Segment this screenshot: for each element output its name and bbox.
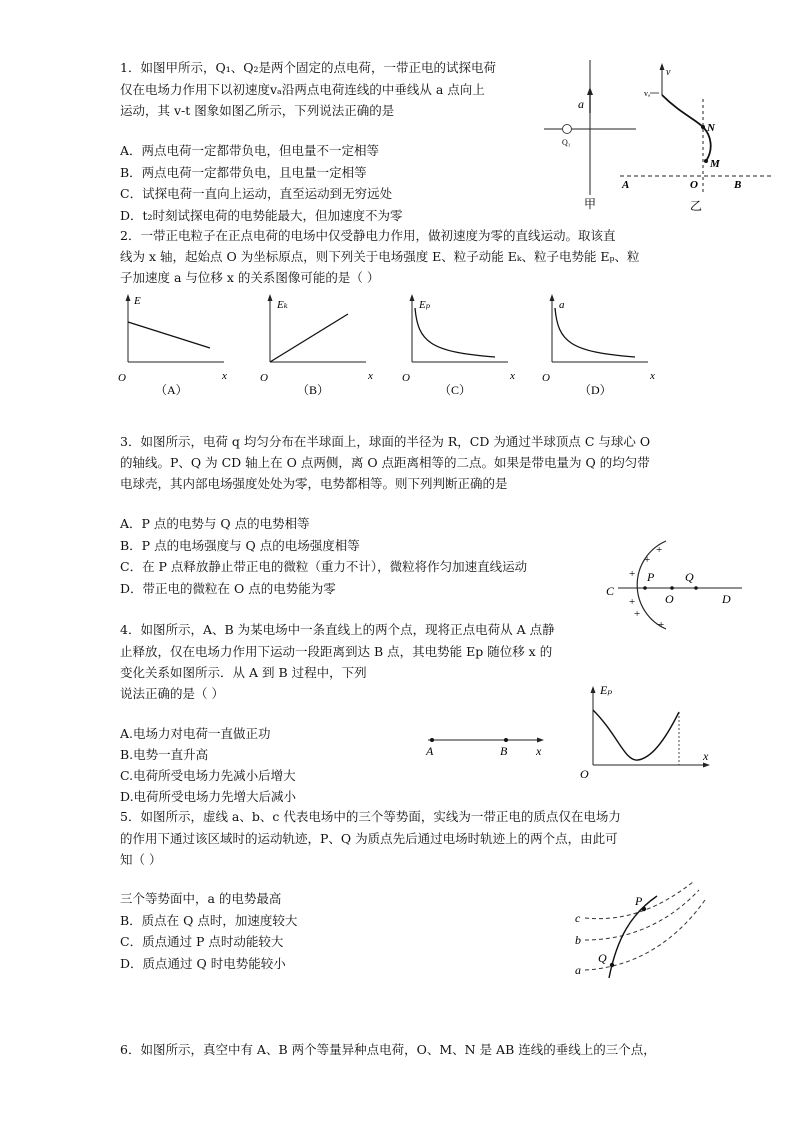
- q1-label-q1: Q₁: [562, 138, 571, 147]
- q2-graph-d-xlabel: x: [650, 370, 655, 382]
- q2-graph-c-ylabel: Eₚ: [419, 299, 431, 311]
- q4-figure: [420, 680, 720, 780]
- q3-plus-4: +: [629, 596, 636, 608]
- q1-stem-line-1: 1．如图甲所示，Q₁、Q₂是两个固定的点电荷，一带正电的试探电荷: [120, 60, 496, 75]
- q2-stem-line-3: 子加速度 a 与位移 x 的关系图像可能的是（ ）: [120, 270, 380, 285]
- q2-graph-d-ylabel: a: [559, 299, 565, 311]
- q4-label-a: A: [426, 744, 434, 758]
- q1-stem-line-2: 仅在电场力作用下以初速度vₐ沿两点电荷连线的中垂线从 a 点向上: [120, 82, 485, 97]
- q1-label-o: O: [690, 179, 698, 191]
- q2-stem-line-1: 2．一带正电粒子在正点电荷的电场中仅受静电力作用，做初速度为零的直线运动。取该直: [120, 228, 616, 243]
- q1-option-a: A．两点电荷一定都带负电，但电量不一定相等: [120, 143, 380, 158]
- q1-point-m: [704, 159, 708, 163]
- q5-label-q: Q: [598, 951, 607, 965]
- q1-option-d: D．t₂时刻试探电荷的电势能最大，但加速度不为零: [120, 208, 403, 223]
- q2-graph-a-curve: [128, 322, 210, 348]
- q2-graph-d-caption: （D）: [579, 383, 612, 397]
- q5-option-d: D．质点通过 Q 时电势能较小: [120, 956, 286, 971]
- q2-graph-a-caption: （A）: [155, 383, 188, 397]
- q3-stem-line-2: 的轴线。P、Q 为 CD 轴上在 O 点两侧，离 O 点距离相等的二点。如果是带电量为 Q 的均匀带: [120, 455, 650, 470]
- q4-option-d: D.电荷所受电场力先增大后减小: [120, 789, 297, 804]
- q1-option-b: B．两点电荷一定都带负电，且电量一定相等: [120, 165, 367, 180]
- q2-graph-c-caption: （C）: [439, 383, 472, 397]
- q5-stem-line-2: 的作用下通过该区域时的运动轨迹，P、Q 为质点先后通过电场时轨迹上的两个点，由此可: [120, 831, 618, 846]
- q4-option-a: A.电场力对电荷一直做正功: [120, 726, 271, 741]
- q1-option-c: C．试探电荷一直向上运动，直至运动到无穷远处: [120, 186, 393, 201]
- q5-point-q: [610, 963, 614, 967]
- q3-point-p: [643, 586, 647, 590]
- q3-option-c: C．在 P 点释放静止带正电的微粒（重力不计），微粒将作匀加速直线运动: [120, 559, 528, 574]
- q2-graph-c-origin: O: [402, 372, 410, 384]
- q1-label-a-point: A: [622, 179, 630, 191]
- q4-ep-y-arrowhead: [591, 686, 596, 693]
- q5-label-b: b: [575, 933, 581, 947]
- q3-figure: [600, 535, 750, 635]
- q2-graph-a-xlabel: x: [222, 370, 227, 382]
- q1-label-a: a: [578, 97, 584, 111]
- q4-stem-line-4: 说法正确的是（ ）: [120, 686, 224, 701]
- q3-label-q: Q: [685, 570, 694, 584]
- q5-figure: [565, 878, 715, 983]
- q3-plus-2: +: [644, 554, 651, 566]
- q2-graph-d-origin: O: [542, 372, 550, 384]
- q1-label-va: vₐ: [644, 89, 651, 98]
- q2-graph-c-xlabel: x: [510, 370, 515, 382]
- q2-graph-a-y-arrowhead: [126, 294, 131, 301]
- q2-stem-line-2: 线为 x 轴，起始点 O 为坐标原点，则下列关于电场强度 E、粒子动能 Eₖ、粒子电势能 Eₚ、粒: [120, 249, 640, 264]
- q4-stem-line-3: 变化关系如图所示．从 A 到 B 过程中，下列: [120, 665, 367, 680]
- q2-graph-a: [118, 294, 227, 397]
- q1-label-v: v: [666, 67, 671, 78]
- q3-point-q: [694, 586, 698, 590]
- q4-ep-curve: [593, 710, 679, 760]
- q2-graph-b: [260, 294, 373, 397]
- q5-option-b: B．质点在 Q 点时，加速度较大: [120, 913, 298, 928]
- q3-option-d: D．带正电的微粒在 O 点的电势能为零: [120, 581, 336, 596]
- q4-stem-line-2: 止释放，仅在电场力作用下运动一段距离到达 B 点，其电势能 Ep 随位移 x 的: [120, 644, 553, 659]
- q4-label-o: O: [580, 767, 589, 780]
- q1-point-n: [701, 125, 705, 129]
- q4-line-arrowhead: [537, 738, 544, 743]
- q3-option-a: A．P 点的电势与 Q 点的电势相等: [120, 516, 310, 531]
- q4-point-a: [430, 738, 434, 742]
- q3-plus-3: +: [629, 568, 636, 580]
- q3-point-o: [670, 586, 674, 590]
- q2-graph-a-ylabel: E: [134, 295, 141, 307]
- q2-graph-b-caption: （B）: [297, 383, 330, 397]
- q1-label-jia: 甲: [584, 197, 597, 211]
- q2-graph-c-curve: [415, 308, 495, 357]
- q2-graph-b-origin: O: [260, 372, 268, 384]
- q5-label-p: P: [635, 894, 643, 908]
- q3-plus-5: +: [634, 608, 641, 620]
- q5-stem-line-1: 5．如图所示，虚线 a、b、c 代表电场中的三个等势面，实线为一带正电的质点仅在电场力: [120, 809, 621, 824]
- q2-graph-d-y-arrowhead: [550, 294, 555, 301]
- q2-graph-c: [402, 294, 515, 397]
- q2-graph-d-curve: [555, 308, 635, 357]
- q4-option-c: C.电荷所受电场力先减小后增大: [120, 768, 296, 783]
- q4-label-b: B: [500, 744, 508, 758]
- q4-option-b: B.电势一直升高: [120, 747, 209, 762]
- q4-stem-line-1: 4．如图所示，A、B 为某电场中一条直线上的两个点，现将正点电荷从 A 点静: [120, 622, 555, 637]
- q2-graph-b-ylabel: Eₖ: [277, 299, 288, 311]
- q4-label-x: x: [536, 744, 542, 758]
- q3-stem-line-3: 电球壳，其内部电场强度处处为零，电势都相等。则下列判断正确的是: [120, 476, 508, 491]
- q2-graph-a-origin: O: [118, 372, 126, 384]
- q1-label-yi: 乙: [690, 199, 703, 213]
- q1-label-b: B: [734, 179, 742, 191]
- q1-figure: [540, 55, 780, 215]
- q5-label-c: c: [575, 911, 581, 925]
- q3-label-d: D: [722, 592, 731, 606]
- q1-label-m: M: [710, 158, 720, 170]
- q3-label-p: P: [647, 570, 655, 584]
- q3-plus-6: +: [658, 619, 665, 631]
- q6-stem-line-1: 6．如图所示，真空中有 A、B 两个等量异种点电荷，O、M、N 是 AB 连线的垂线上的三个点，: [120, 1042, 656, 1057]
- q4-point-b: [504, 738, 508, 742]
- q5-label-a: a: [575, 963, 581, 977]
- q5-stem-line-3: 知（ ）: [120, 852, 162, 867]
- q1-stem-line-3: 运动，其 v-t 图象如图乙所示，下列说法正确的是: [120, 103, 395, 118]
- q3-label-c: C: [606, 584, 615, 598]
- q3-plus-1: +: [656, 544, 663, 556]
- q5-option-a: 三个等势面中，a 的电势最高: [120, 891, 282, 906]
- q2-graphs: [110, 290, 670, 405]
- q1-label-n: N: [707, 122, 715, 134]
- q2-graph-c-y-arrowhead: [410, 294, 415, 301]
- q2-graph-b-y-arrowhead: [268, 294, 273, 301]
- q1-jia-arrowhead: [587, 87, 593, 95]
- q4-ep-x-arrowhead: [703, 763, 710, 768]
- q5-option-c: C．质点通过 P 点时动能较大: [120, 934, 284, 949]
- q2-graph-d: [542, 294, 655, 397]
- q3-stem-line-1: 3．如图所示，电荷 q 均匀分布在半球面上，球面的半径为 R，CD 为通过半球顶点 C 与球心 O: [120, 434, 651, 449]
- q2-graph-b-curve: [270, 314, 348, 362]
- q3-option-b: B．P 点的电场强度与 Q 点的电场强度相等: [120, 538, 360, 553]
- q2-graph-b-xlabel: x: [368, 370, 373, 382]
- q1-charge-q1: [563, 125, 572, 134]
- q1-yi-v-arrowhead: [660, 63, 665, 70]
- q5-point-p: [642, 907, 646, 911]
- q4-label-ep: Eₚ: [600, 683, 613, 697]
- q3-label-o: O: [665, 592, 674, 606]
- q4-label-ep-x: x: [703, 749, 709, 763]
